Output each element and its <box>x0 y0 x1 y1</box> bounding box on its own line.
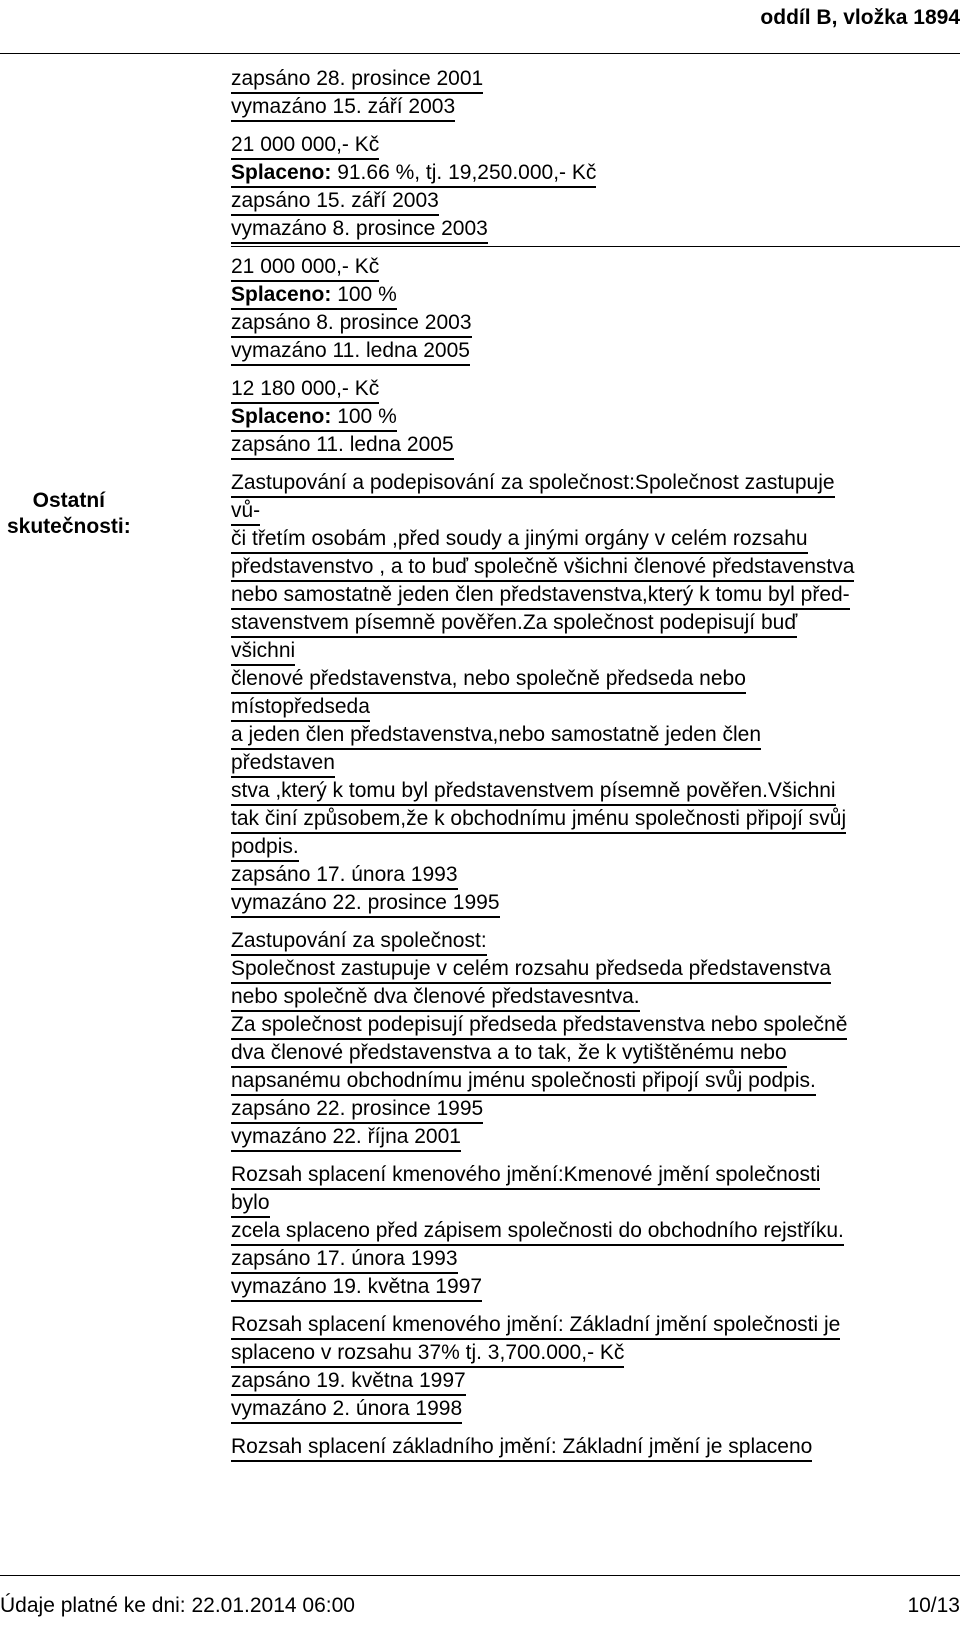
record-line: zapsáno 11. ledna 2005 <box>231 432 454 460</box>
record-line: stva ,který k tomu byl představenstvem písemně pověřen.Všichni <box>231 778 836 806</box>
header-title: oddíl B, vložka 1894 <box>760 6 960 29</box>
record-block <box>231 928 956 1152</box>
record-block <box>231 66 956 122</box>
paid-label: Splaceno: <box>231 161 332 184</box>
section-label <box>7 488 131 540</box>
record-line: Za společnost podepisují předseda představenstva nebo společně <box>231 1012 847 1040</box>
record-line: zapsáno 17. února 1993 <box>231 1246 458 1274</box>
record-line: vymazáno 2. února 1998 <box>231 1396 462 1424</box>
record-line: vymazáno 22. prosince 1995 <box>231 890 500 918</box>
record-line: podpis. <box>231 834 299 862</box>
record-line: zapsáno 22. prosince 1995 <box>231 1096 483 1124</box>
record-line: či třetím osobám ,před soudy a jinými orgány v celém rozsahu <box>231 526 808 554</box>
record-line: a jeden člen představenstva,nebo samostatně jeden člen <box>231 722 761 750</box>
record-line: zapsáno 15. září 2003 <box>231 188 439 216</box>
record-line: představen <box>231 750 335 778</box>
paid-label: Splaceno: <box>231 405 332 428</box>
record-line: 21 000 000,- Kč <box>231 132 379 160</box>
record-line: stavenstvem písemně pověřen.Za společnost podepisují buď <box>231 610 797 638</box>
record-line: vymazáno 15. září 2003 <box>231 94 455 122</box>
record-line: nebo samostatně jeden člen představenstva,který k tomu byl před- <box>231 582 850 610</box>
record-line: představenstvo , a to buď společně všichni členové představenstva <box>231 554 854 582</box>
footer-valid-date: Údaje platné ke dni: 22.01.2014 06:00 <box>0 1594 355 1617</box>
record-line: vů- <box>231 498 260 526</box>
record-line: zapsáno 28. prosince 2001 <box>231 66 483 94</box>
record-line: vymazáno 22. října 2001 <box>231 1124 461 1152</box>
record-line: bylo <box>231 1190 270 1218</box>
record-line: Rozsah splacení základního jmění: Základní jmění je splaceno <box>231 1434 812 1462</box>
record-line: Splaceno: 100 % <box>231 404 397 432</box>
record-line: zapsáno 8. prosince 2003 <box>231 310 472 338</box>
record-line: Zastupování za společnost: <box>231 928 487 956</box>
section-label-line1: Ostatní <box>32 489 106 512</box>
record-line: tak činí způsobem,že k obchodnímu jménu společnosti připojí svůj <box>231 806 846 834</box>
record-line: Splaceno: 91.66 %, tj. 19,250.000,- Kč <box>231 160 596 188</box>
record-line: místopředseda <box>231 694 370 722</box>
record-block <box>231 1162 956 1302</box>
paid-label: Splaceno: <box>231 283 332 306</box>
record-line: 21 000 000,- Kč <box>231 254 379 282</box>
record-line: Splaceno: 100 % <box>231 282 397 310</box>
record-line: Rozsah splacení kmenového jmění:Kmenové jmění společnosti <box>231 1162 820 1190</box>
record-block <box>231 470 956 918</box>
record-line: vymazáno 19. května 1997 <box>231 1274 482 1302</box>
section-label-line2: skutečnosti: <box>7 515 131 538</box>
record-content <box>231 66 956 1462</box>
record-line: zapsáno 19. května 1997 <box>231 1368 466 1396</box>
record-block <box>231 376 956 460</box>
record-line: členové představenstva, nebo společně předseda nebo <box>231 666 746 694</box>
record-line: nebo společně dva členové představesntva. <box>231 984 640 1012</box>
record-line: napsanému obchodnímu jménu společnosti připojí svůj podpis. <box>231 1068 816 1096</box>
record-line: Zastupování a podepisování za společnost:Společnost zastupuje <box>231 470 835 498</box>
record-line: dva členové představenstva a to tak, že k vytištěnému nebo <box>231 1040 787 1068</box>
record-line: splaceno v rozsahu 37% tj. 3,700.000,- Kč <box>231 1340 624 1368</box>
record-line: zapsáno 17. února 1993 <box>231 862 458 890</box>
record-line: 12 180 000,- Kč <box>231 376 379 404</box>
record-block <box>231 1312 956 1424</box>
header-divider <box>0 53 960 54</box>
record-block <box>231 132 956 244</box>
record-line: všichni <box>231 638 295 666</box>
record-line: vymazáno 8. prosince 2003 <box>231 216 488 244</box>
footer-divider <box>0 1575 960 1576</box>
record-block <box>231 1434 956 1462</box>
record-line: Rozsah splacení kmenového jmění: Základní jmění společnosti je <box>231 1312 840 1340</box>
footer-page-number: 10/13 <box>907 1594 960 1617</box>
record-line: Společnost zastupuje v celém rozsahu předseda představenstva <box>231 956 831 984</box>
record-block <box>231 254 956 366</box>
record-line: vymazáno 11. ledna 2005 <box>231 338 470 366</box>
record-line: zcela splaceno před zápisem společnosti do obchodního rejstříku. <box>231 1218 844 1246</box>
